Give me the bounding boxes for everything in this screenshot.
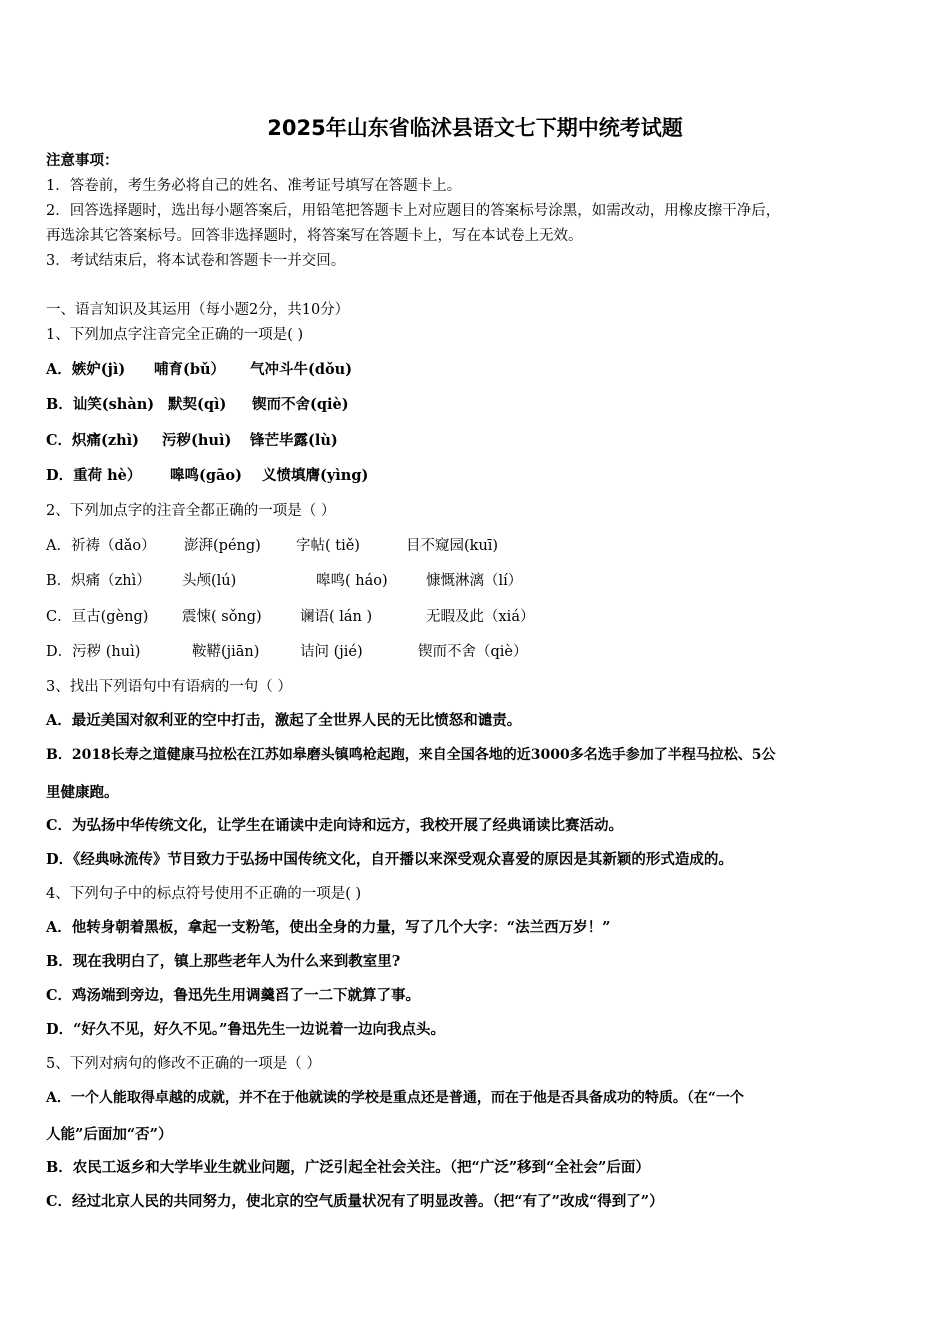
q4-option-b: B．现在我明白了，镇上那些老年人为什么来到教室里? [46, 953, 401, 970]
q1-d-1: D．重荷 hè） [46, 467, 142, 484]
q4-option-c: C．鸡汤端到旁边，鲁迅先生用调羹舀了一二下就算了事。 [46, 987, 421, 1004]
q2-c-1: C．亘古(gèng) [46, 609, 149, 625]
q1-b-3: 锲而不舍(qiè) [252, 396, 349, 413]
notice-item-3: 3．考试结束后，将本试卷和答题卡一并交回。 [46, 253, 346, 269]
q4-stem: 4、下列句子中的标点符号使用不正确的一项是( ) [46, 886, 362, 902]
q2-a-1: A．祈祷（dǎo） [46, 538, 156, 554]
q3-option-d: D．《经典咏流传》节目致力于弘扬中国传统文化，自开播以来深受观众喜爱的原因是其新颖的形式造成的。 [46, 851, 733, 868]
notice-item-2: 2．回答选择题时，选出每小题答案后，用铅笔把答题卡上对应题目的答案标号涂黑，如需改动，用橡皮擦干净后， [46, 203, 781, 219]
q3-option-a: A．最近美国对叙利亚的空中打击，激起了全世界人民的无比愤怒和谴责。 [46, 712, 522, 729]
q1-d-2: 嗥鸣(gāo) [170, 467, 242, 484]
page-title: 2025年山东省临沭县语文七下期中统考试题 [267, 116, 683, 140]
q2-c-3: 谰语( lán ) [300, 609, 373, 625]
q1-a-1: A．嫉妒(jì) [46, 361, 126, 378]
q1-c-2: 污秽(huì) [162, 432, 232, 449]
q1-a-2: 哺育(bǔ） [154, 361, 226, 378]
notice-item-2-cont: 再选涂其它答案标号。回答非选择题时，将答案写在答题卡上，写在本试卷上无效。 [46, 228, 583, 244]
q2-d-1: D．污秽 (huì) [46, 644, 141, 660]
notice-item-1: 1．答卷前，考生务必将自己的姓名、准考证号填写在答题卡上。 [46, 178, 462, 194]
q4-option-a: A．他转身朝着黑板，拿起一支粉笔，使出全身的力量，写了几个大字：“法兰西万岁！” [46, 919, 611, 936]
q3-option-b: B．2018长寿之道健康马拉松在江苏如皋磨头镇鸣枪起跑，来自全国各地的近3000多名选手参加了半程马拉松、5公 [46, 747, 776, 763]
section-heading: 一、语言知识及其运用（每小题2分，共10分） [46, 302, 350, 318]
q2-c-4: 无暇及此（xiá） [426, 609, 535, 625]
q5-option-a: A．一个人能取得卓越的成就，并不在于他就读的学校是重点还是普通，而在于他是否具备成功的特质。（在“一个 [46, 1090, 744, 1106]
q2-d-3: 诘问 (jié) [300, 644, 363, 660]
q3-option-c: C．为弘扬中华传统文化，让学生在诵读中走向诗和远方，我校开展了经典诵读比赛活动。 [46, 817, 624, 834]
q4-option-d: D．“好久不见，好久不见。”鲁迅先生一边说着一边向我点头。 [46, 1021, 446, 1038]
q3-stem: 3、找出下列语句中有语病的一句（ ） [46, 679, 292, 695]
q5-option-c: C．经过北京人民的共同努力，使北京的空气质量状况有了明显改善。（把“有了”改成“得到了”） [46, 1193, 664, 1210]
q1-a-3: 气冲斗牛(dǒu) [250, 361, 353, 378]
q2-b-2: 头颅(lú) [182, 573, 237, 589]
q5-stem: 5、下列对病句的修改不正确的一项是（ ） [46, 1056, 321, 1072]
q1-c-1: C．炽痛(zhì) [46, 432, 140, 449]
q3-option-b-cont: 里健康跑。 [46, 784, 119, 801]
q2-a-3: 字帖( tiě) [296, 538, 360, 554]
q2-a-2: 澎湃(péng) [184, 538, 261, 554]
q2-d-2: 鞍鞯(jiān) [192, 644, 260, 660]
notice-heading: 注意事项： [46, 152, 119, 169]
q2-a-4: 目不窥园(kuī) [406, 538, 499, 554]
q1-b-2: 默契(qì) [168, 396, 227, 413]
q1-c-3: 锋芒毕露(lù) [250, 432, 338, 449]
q2-d-4: 锲而不舍（qiè） [418, 644, 528, 660]
q1-stem: 1、下列加点字注音完全正确的一项是( ) [46, 327, 304, 343]
q2-b-3: 嗥鸣( háo) [316, 573, 388, 589]
q2-b-4: 慷慨淋漓（lí） [426, 573, 523, 589]
q5-option-b: B．农民工返乡和大学毕业生就业问题，广泛引起全社会关注。（把“广泛”移到“全社会”后面） [46, 1159, 650, 1176]
q1-b-1: B．讪笑(shàn) [46, 396, 155, 413]
q2-stem: 2、下列加点字的注音全都正确的一项是（ ） [46, 503, 336, 519]
q5-option-a-cont: 人能”后面加“否”） [46, 1126, 173, 1143]
q1-d-3: 义愤填膺(yìng) [262, 467, 369, 484]
q2-c-2: 震悚( sǒng) [182, 609, 262, 625]
q2-b-1: B．炽痛（zhì） [46, 573, 151, 589]
